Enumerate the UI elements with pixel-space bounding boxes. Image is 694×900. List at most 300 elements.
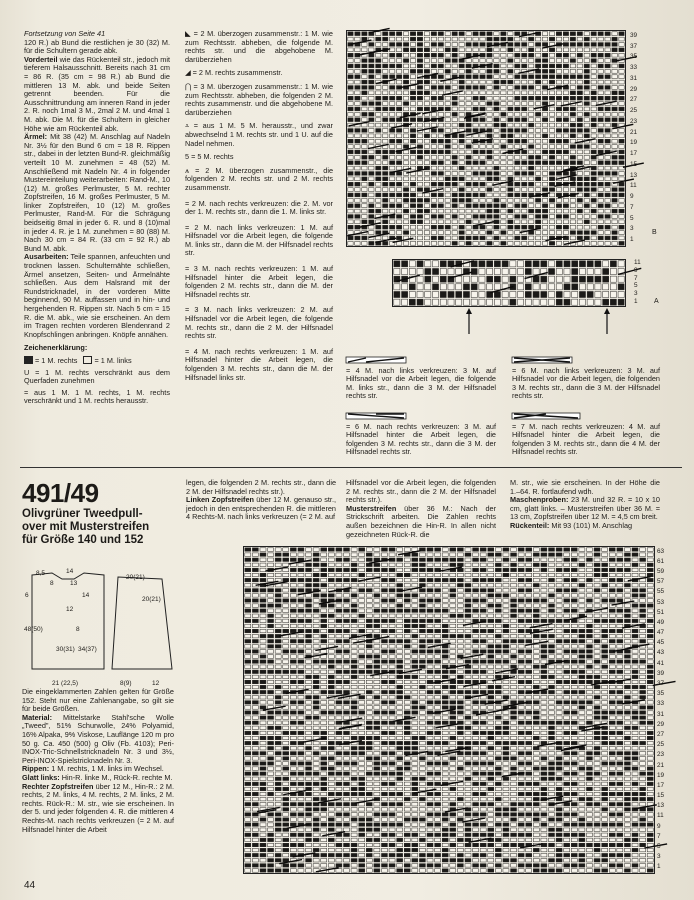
stitch-cell [427, 634, 433, 637]
row-number: 7 [630, 203, 634, 211]
stitch-cell [417, 155, 422, 159]
stitch-cell [480, 145, 485, 149]
stitch-cell [381, 736, 387, 739]
stitch-cell [397, 599, 403, 602]
stitch-cell [362, 69, 367, 73]
stitch-cell [442, 685, 448, 688]
stitch-cell [431, 86, 436, 90]
stitch-cell [579, 802, 585, 805]
stitch-cell [435, 797, 441, 800]
stitch-cell [290, 670, 296, 673]
stitch-cell [522, 48, 527, 52]
stitch-cell [394, 268, 400, 274]
stitch-cell [252, 548, 258, 551]
stitch-cell [617, 818, 623, 821]
stitch-cell [480, 752, 486, 755]
stitch-cell [480, 215, 485, 219]
stitch-cell [480, 777, 486, 780]
stitch-cell [632, 782, 638, 785]
stitch-cell [473, 604, 479, 607]
stitch-cell [435, 670, 441, 673]
stitch-cell [344, 660, 350, 663]
stitch-cell [442, 594, 448, 597]
stitch-cell [268, 624, 274, 627]
stitch-cell [503, 772, 509, 775]
stitch-cell [480, 177, 485, 181]
stitch-cell [526, 721, 532, 724]
stitch-cell [383, 86, 388, 90]
stitch-cell [466, 64, 471, 68]
stitch-cell [336, 609, 342, 612]
stitch-cell [403, 150, 408, 154]
stitch-cell [404, 797, 410, 800]
stitch-cell [570, 43, 575, 47]
stitch-cell [376, 188, 381, 192]
stitch-cell [609, 701, 615, 704]
stitch-cell [480, 782, 486, 785]
stitch-cell [427, 624, 433, 627]
stitch-cell [594, 548, 600, 551]
stitch-cell [605, 145, 610, 149]
stitch-cell [252, 573, 258, 576]
stitch-cell [548, 284, 554, 290]
stitch-cell [617, 553, 623, 556]
stitch-cell [535, 198, 540, 202]
stitch-cell [647, 589, 653, 592]
stitch-cell [427, 802, 433, 805]
stitch-cell [431, 209, 436, 213]
stitch-cell [511, 558, 517, 561]
stitch-cell [359, 696, 365, 699]
stitch-cell [431, 161, 436, 165]
stitch-cell [431, 172, 436, 176]
stitch-cell [383, 204, 388, 208]
stitch-cell [290, 680, 296, 683]
stitch-cell [487, 80, 492, 84]
stitch-cell [431, 198, 436, 202]
stitch-cell [389, 716, 395, 719]
stitch-cell [466, 236, 471, 240]
stitch-cell [594, 589, 600, 592]
stitch-cell [351, 823, 357, 826]
stitch-cell [381, 599, 387, 602]
stitch-cell [362, 172, 367, 176]
stitch-cell [450, 670, 456, 673]
stitch-cell [586, 578, 592, 581]
stitch-cell [526, 792, 532, 795]
stitch-cell [495, 614, 501, 617]
stitch-cell [252, 553, 258, 556]
stitch-cell [268, 833, 274, 836]
stitch-cell [381, 726, 387, 729]
stitch-cell [549, 53, 554, 57]
stitch-cell [495, 787, 501, 790]
stitch-cell [396, 37, 401, 41]
stitch-cell [336, 808, 342, 811]
stitch-cell [313, 696, 319, 699]
stitch-cell [602, 660, 608, 663]
stitch-cell [473, 209, 478, 213]
stitch-cell [609, 818, 615, 821]
stitch-cell [348, 37, 353, 41]
stitch-cell [306, 583, 312, 586]
stitch-cell [488, 594, 494, 597]
stitch-cell [488, 645, 494, 648]
stitch-cell [518, 731, 524, 734]
stitch-cell [275, 741, 281, 744]
stitch-cell [457, 690, 463, 693]
stitch-cell [417, 107, 422, 111]
stitch-cell [533, 685, 539, 688]
stitch-cell [412, 609, 418, 612]
stitch-cell [438, 209, 443, 213]
stitch-cell [313, 578, 319, 581]
stitch-cell [336, 746, 342, 749]
stitch-cell [572, 261, 578, 267]
stitch-cell [376, 112, 381, 116]
stitch-cell [526, 614, 532, 617]
stitch-cell [572, 268, 578, 274]
legend-item: = 2 M. nach rechts verkreuzen: die 2. M. vor der 1. M. rechts str., dann die 1. M. links str. [185, 198, 333, 217]
stitch-cell [366, 553, 372, 556]
stitch-cell [390, 48, 395, 52]
stitch-cell [632, 589, 638, 592]
stitch-cell [508, 236, 513, 240]
stitch-cell [632, 823, 638, 826]
stitch-cell [501, 129, 506, 133]
stitch-cell [362, 193, 367, 197]
stitch-cell [488, 660, 494, 663]
stitch-cell [605, 43, 610, 47]
stitch-cell [640, 568, 646, 571]
stitch-cell [336, 624, 342, 627]
stitch-cell [366, 690, 372, 693]
stitch-cell [424, 86, 429, 90]
stitch-cell [595, 276, 601, 282]
stitch-cell [488, 589, 494, 592]
stitch-cell [473, 813, 479, 816]
stitch-cell [290, 787, 296, 790]
stitch-cell [252, 746, 258, 749]
stitch-cell [336, 813, 342, 816]
stitch-cell [571, 645, 577, 648]
stitch-cell [640, 767, 646, 770]
stitch-cell [617, 655, 623, 658]
stitch-cell [473, 583, 479, 586]
stitch-cell [609, 752, 615, 755]
stitch-cell [321, 594, 327, 597]
stitch-cell [584, 96, 589, 100]
stitch-cell [252, 808, 258, 811]
stitch-cell [424, 231, 429, 235]
stitch-cell [275, 558, 281, 561]
stitch-cell [579, 665, 585, 668]
stitch-cell [252, 711, 258, 714]
stitch-cell [647, 711, 653, 714]
stitch-cell [570, 145, 575, 149]
stitch-cell [541, 680, 547, 683]
stitch-cell [298, 665, 304, 668]
stitch-cell [328, 558, 334, 561]
stitch-cell [473, 589, 479, 592]
stitch-cell [457, 823, 463, 826]
stitch-cell [417, 225, 422, 229]
stitch-cell [542, 161, 547, 165]
stitch-cell [427, 685, 433, 688]
stitch-cell [632, 604, 638, 607]
stitch-cell [275, 711, 281, 714]
stitch-cell [290, 614, 296, 617]
stitch-cell [438, 91, 443, 95]
stitch-cell [390, 112, 395, 116]
stitch-cell [609, 609, 615, 612]
stitch-cell [389, 548, 395, 551]
stitch-cell [438, 134, 443, 138]
stitch-cell [522, 139, 527, 143]
stitch-cell [503, 685, 509, 688]
stitch-cell [369, 69, 374, 73]
stitch-cell [535, 86, 540, 90]
stitch-cell [508, 225, 513, 229]
stitch-cell [424, 225, 429, 229]
stitch-cell [252, 701, 258, 704]
stitch-cell [298, 650, 304, 653]
stitch-cell [268, 548, 274, 551]
stitch-cell [594, 690, 600, 693]
stitch-cell [556, 161, 561, 165]
stitch-cell [442, 833, 448, 836]
stitch-cell [473, 172, 478, 176]
stitch-cell [374, 818, 380, 821]
stitch-cell [306, 578, 312, 581]
stitch-cell [275, 762, 281, 765]
stitch-cell [445, 182, 450, 186]
stitch-cell [445, 48, 450, 52]
stitch-cell [424, 134, 429, 138]
stitch-cell [624, 685, 630, 688]
stitch-cell [409, 291, 415, 297]
stitch-cell [268, 599, 274, 602]
stitch-cell [268, 594, 274, 597]
cable-symbol-icon [512, 412, 582, 420]
stitch-cell [404, 690, 410, 693]
legend-item: ◢ = 2 M. rechts zusammenstr. [185, 68, 283, 78]
stitch-cell [602, 655, 608, 658]
stitch-cell [336, 685, 342, 688]
stitch-cell [344, 665, 350, 668]
stitch-cell [313, 594, 319, 597]
stitch-cell [495, 777, 501, 780]
stitch-cell [381, 711, 387, 714]
stitch-cell [351, 589, 357, 592]
stitch-cell [359, 777, 365, 780]
stitch-cell [459, 215, 464, 219]
stitch-cell [571, 553, 577, 556]
stitch-cell [577, 145, 582, 149]
stitch-cell [452, 139, 457, 143]
stitch-cell [417, 220, 422, 224]
stitch-cell [424, 139, 429, 143]
stitch-cell [473, 150, 478, 154]
stitch-cell [632, 639, 638, 642]
stitch-cell [533, 736, 539, 739]
stitch-cell [283, 746, 289, 749]
stitch-cell [624, 619, 630, 622]
stitch-cell [427, 828, 433, 831]
stitch-cell [619, 96, 624, 100]
stitch-cell [268, 680, 274, 683]
stitch-cell [466, 80, 471, 84]
stitch-cell [632, 731, 638, 734]
stitch-cell [617, 589, 623, 592]
stitch-cell [369, 220, 374, 224]
stitch-cell [298, 563, 304, 566]
stitch-cell [510, 276, 516, 282]
schematic-label: 12 [66, 606, 74, 613]
stitch-cell [508, 107, 513, 111]
stitch-cell [647, 772, 653, 775]
stitch-cell [419, 660, 425, 663]
stitch-cell [438, 86, 443, 90]
stitch-cell [579, 690, 585, 693]
stitch-cell [515, 43, 520, 47]
stitch-cell [533, 808, 539, 811]
stitch-cell [494, 32, 499, 36]
stitch-cell [442, 731, 448, 734]
stitch-cell [518, 563, 524, 566]
stitch-cell [647, 731, 653, 734]
stitch-cell [306, 573, 312, 576]
stitch-cell [609, 726, 615, 729]
row-number: 11 [630, 182, 637, 190]
stitch-cell [503, 752, 509, 755]
stitch-cell [457, 757, 463, 760]
stitch-cell [549, 231, 554, 235]
stitch-cell [584, 209, 589, 213]
stitch-cell [410, 241, 415, 245]
stitch-cell [328, 690, 334, 693]
stitch-cell [542, 75, 547, 79]
stitch-cell [427, 696, 433, 699]
stitch-cell [480, 629, 486, 632]
stitch-cell [577, 75, 582, 79]
stitch-cell [348, 86, 353, 90]
stitch-cell [245, 777, 251, 780]
stitch-cell [609, 808, 615, 811]
stitch-cell [351, 609, 357, 612]
stitch-cell [438, 102, 443, 106]
stitch-cell [321, 589, 327, 592]
stitch-cell [487, 215, 492, 219]
stitch-cell [556, 731, 562, 734]
stitch-cell [594, 696, 600, 699]
stitch-cell [586, 818, 592, 821]
stitch-cell [501, 177, 506, 181]
stitch-cell [410, 64, 415, 68]
stitch-cell [260, 619, 266, 622]
stitch-cell [440, 268, 446, 274]
stitch-cell [260, 777, 266, 780]
stitch-cell [619, 134, 624, 138]
stitch-cell [404, 614, 410, 617]
stitch-cell [298, 797, 304, 800]
stitch-cell [419, 726, 425, 729]
stitch-cell [459, 48, 464, 52]
schematic-label: 8(9) [120, 680, 132, 687]
stitch-cell [452, 177, 457, 181]
stitch-cell [640, 706, 646, 709]
stitch-cell [355, 166, 360, 170]
stitch-cell [403, 48, 408, 52]
stitch-cell [533, 599, 539, 602]
stitch-cell [369, 129, 374, 133]
stitch-cell [591, 91, 596, 95]
stitch-cell [427, 548, 433, 551]
stitch-cell [389, 696, 395, 699]
stitch-cell [366, 813, 372, 816]
stitch-cell [632, 746, 638, 749]
stitch-cell [549, 123, 554, 127]
stitch-cell [473, 736, 479, 739]
stitch-cell [473, 752, 479, 755]
stitch-cell [609, 762, 615, 765]
stitch-cell [487, 236, 492, 240]
stitch-cell [584, 198, 589, 202]
stitch-cell [359, 782, 365, 785]
stitch-cell [571, 599, 577, 602]
stitch-cell [351, 731, 357, 734]
stitch-cell [473, 634, 479, 637]
stitch-cell [351, 645, 357, 648]
stitch-cell [403, 32, 408, 36]
stitch-cell [647, 741, 653, 744]
stitch-cell [522, 172, 527, 176]
stitch-cell [366, 762, 372, 765]
stitch-cell [389, 752, 395, 755]
stitch-cell [579, 792, 585, 795]
stitch-cell [313, 680, 319, 683]
stitch-cell [508, 96, 513, 100]
stitch-cell [359, 645, 365, 648]
stitch-cell [564, 741, 570, 744]
stitch-cell [624, 558, 630, 561]
row-number: 31 [630, 74, 638, 82]
stitch-cell [465, 589, 471, 592]
stitch-cell [598, 107, 603, 111]
stitch-cell [283, 599, 289, 602]
stitch-cell [336, 568, 342, 571]
stitch-cell [404, 645, 410, 648]
stitch-cell [556, 589, 562, 592]
stitch-cell [431, 182, 436, 186]
stitch-cell [313, 675, 319, 678]
stitch-cell [549, 670, 555, 673]
stitch-cell [647, 650, 653, 653]
stitch-cell [494, 64, 499, 68]
stitch-cell [245, 792, 251, 795]
stitch-cell [571, 762, 577, 765]
stitch-cell [313, 741, 319, 744]
stitch-cell [412, 624, 418, 627]
stitch-cell [298, 573, 304, 576]
stitch-cell [556, 736, 562, 739]
stitch-cell [466, 86, 471, 90]
stitch-cell [529, 112, 534, 116]
stitch-cell [351, 828, 357, 831]
stitch-cell [602, 736, 608, 739]
stitch-cell [452, 96, 457, 100]
stitch-cell [457, 645, 463, 648]
